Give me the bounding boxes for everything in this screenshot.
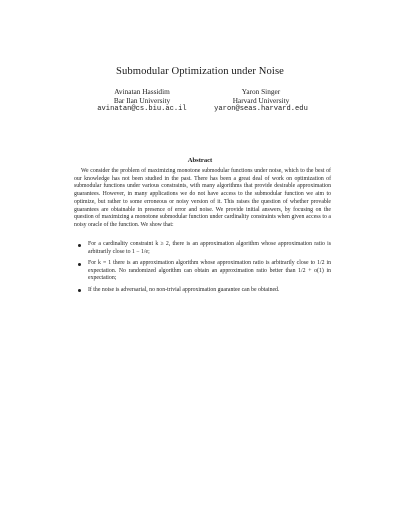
list-item (74, 241, 331, 256)
author-affiliation: Bar Ilan University (113, 96, 171, 106)
author-name: Yaron Singer (241, 87, 281, 96)
author-2 (196, 87, 326, 115)
bullet-icon (78, 289, 81, 292)
bullet-icon (78, 244, 81, 247)
paper-title: Submodular Optimization under Noise (116, 66, 284, 77)
result-text: If the noise is adversarial, no non-trivial approximation guarantee can be obtained. (88, 286, 280, 293)
list-item (74, 260, 331, 283)
abstract-heading: Abstract (187, 157, 213, 164)
author-block (0, 87, 400, 123)
author-1 (77, 87, 207, 115)
author-email: avinatan@cs.biu.ac.il (97, 105, 187, 114)
result-text: For a cardinality constraint k ≥ 2, there is an approximation algorithm whose approximation ratio is arbitrarily close to 1 − 1/e; (88, 241, 331, 255)
author-name: Avinatan Hassidim (114, 87, 170, 96)
abstract-paragraph: We consider the problem of maximizing monotone submodular functions under noise, which to the best of our knowledge has not been studied in the past. There has been a great deal of work on optimization of submodular functions under various constraints, with many algorithms that provide desirable approximation guarantees. However, in many applications we do not have access to the submodular function we aim to optimize, but rather to some erroneous or noisy version of it. This raises the question of whether provable guarantees are obtainable in presence of error and noise. We provide initial answers, by focusing on the question of maximizing a monotone submodular function under cardinality constraints when given access to a noisy oracle of the function. We show that: (74, 168, 331, 228)
list-item (74, 287, 331, 295)
bullet-icon (78, 263, 81, 266)
results-list (74, 241, 331, 298)
author-affiliation: Harvard University (232, 96, 290, 106)
author-email: yaron@seas.harvard.edu (214, 105, 308, 114)
result-text: For k = 1 there is an approximation algorithm whose approximation ratio is arbitrarily close to 1/2 in expectation. No randomized algorithm can obtain an approximation ratio better than 1/2 + o(1) in expectation; (88, 260, 331, 282)
